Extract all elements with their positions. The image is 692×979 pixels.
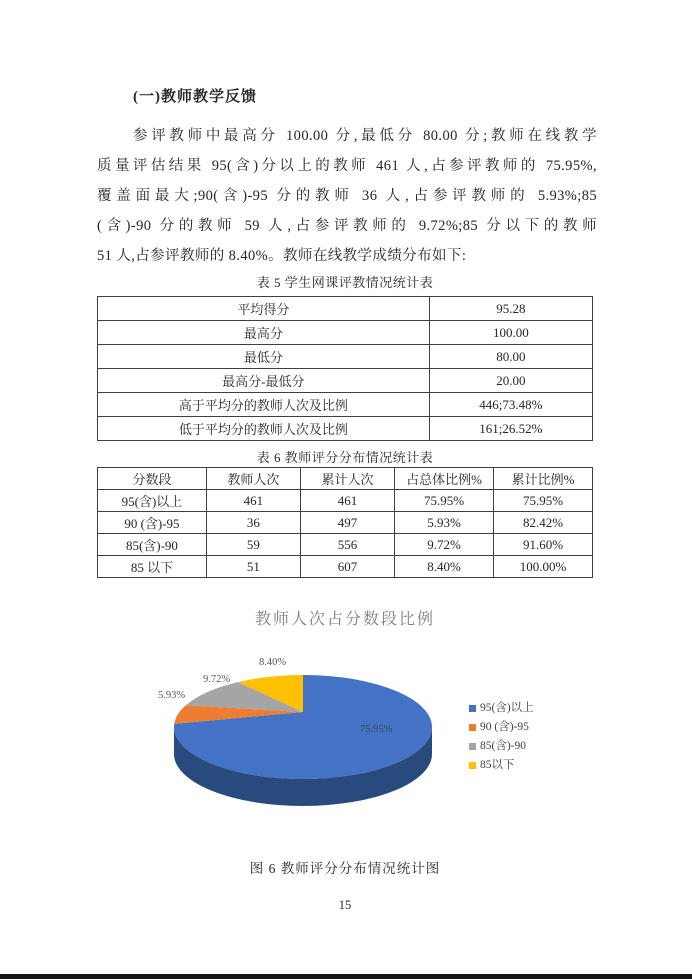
page-bottom-edge bbox=[0, 974, 692, 979]
table-header-cell: 占总体比例% bbox=[394, 468, 493, 490]
table-cell: 59 bbox=[206, 534, 300, 556]
table-row bbox=[98, 297, 593, 321]
table-cell: 8.40% bbox=[394, 556, 493, 578]
table6-body bbox=[98, 490, 593, 578]
table-row bbox=[98, 556, 593, 578]
table-cell: 最高分-最低分 bbox=[98, 369, 430, 393]
paragraph-line: (含)-90 分的教师 59 人,占参评教师的 9.72%;85 分以下的教师 bbox=[97, 218, 597, 234]
table-cell: 100.00% bbox=[493, 556, 592, 578]
table-row bbox=[98, 534, 593, 556]
page-number: 15 bbox=[338, 898, 352, 912]
table-cell: 20.00 bbox=[429, 369, 592, 393]
legend-label: 90 (含)-95 bbox=[480, 721, 529, 733]
table-cell: 90 (含)-95 bbox=[98, 512, 207, 534]
table-cell: 85(含)-90 bbox=[98, 534, 207, 556]
table-cell: 95(含)以上 bbox=[98, 490, 207, 512]
table-cell: 5.93% bbox=[394, 512, 493, 534]
pie-chart-area bbox=[97, 598, 593, 838]
legend-swatch-icon bbox=[469, 743, 476, 750]
legend-item bbox=[469, 721, 534, 733]
paragraph-line: 51 人,占参评教师的 8.40%。教师在线教学成绩分布如下: bbox=[97, 248, 467, 264]
figure-caption: 图 6 教师评分分布情况统计图 bbox=[249, 861, 441, 876]
section-heading: (一)教师教学反馈 bbox=[133, 89, 257, 105]
table-header-cell: 累计比例% bbox=[493, 468, 592, 490]
table-cell: 461 bbox=[300, 490, 394, 512]
legend-label: 85以下 bbox=[480, 759, 515, 771]
table5-caption: 表 5 学生网课评教情况统计表 bbox=[256, 275, 434, 290]
table-cell: 75.95% bbox=[394, 490, 493, 512]
table-cell: 446;73.48% bbox=[429, 393, 592, 417]
chart-legend bbox=[469, 702, 534, 771]
table-cell: 161;26.52% bbox=[429, 417, 592, 441]
table-cell: 平均得分 bbox=[98, 297, 430, 321]
table-cell: 低于平均分的教师人次及比例 bbox=[98, 417, 430, 441]
table-cell: 高于平均分的教师人次及比例 bbox=[98, 393, 430, 417]
paragraph-line: 参评教师中最高分 100.00 分,最低分 80.00 分;教师在线教学 bbox=[133, 128, 597, 144]
table6-caption: 表 6 教师评分分布情况统计表 bbox=[256, 450, 434, 465]
pie-label-90-95: 5.93% bbox=[158, 690, 186, 701]
table-cell: 95.28 bbox=[429, 297, 592, 321]
table-cell: 497 bbox=[300, 512, 394, 534]
table-row bbox=[98, 417, 593, 441]
legend-item bbox=[469, 740, 534, 752]
legend-label: 95(含)以上 bbox=[480, 702, 534, 714]
table-cell: 最低分 bbox=[98, 345, 430, 369]
table-cell: 461 bbox=[206, 490, 300, 512]
table-cell: 75.95% bbox=[493, 490, 592, 512]
table-cell: 556 bbox=[300, 534, 394, 556]
chart-title: 教师人次占分数段比例 bbox=[254, 611, 435, 628]
table-cell: 最高分 bbox=[98, 321, 430, 345]
table5-body bbox=[98, 297, 593, 441]
table-row bbox=[98, 393, 593, 417]
table-cell: 51 bbox=[206, 556, 300, 578]
legend-swatch-icon bbox=[469, 724, 476, 731]
legend-swatch-icon bbox=[469, 705, 476, 712]
table-cell: 80.00 bbox=[429, 345, 592, 369]
legend-item bbox=[469, 702, 534, 714]
table-row bbox=[98, 490, 593, 512]
table-cell: 85 以下 bbox=[98, 556, 207, 578]
table-cell: 607 bbox=[300, 556, 394, 578]
table-header-cell: 教师人次 bbox=[206, 468, 300, 490]
paragraph-line: 覆盖面最大;90(含)-95 分的教师 36 人,占参评教师的 5.93%;85 bbox=[97, 188, 597, 204]
table-cell: 9.72% bbox=[394, 534, 493, 556]
table-cell: 100.00 bbox=[429, 321, 592, 345]
table6-header-row bbox=[98, 468, 593, 490]
legend-swatch-icon bbox=[469, 762, 476, 769]
table-header-cell: 累计人次 bbox=[300, 468, 394, 490]
table-row bbox=[98, 369, 593, 393]
paragraph-line: 质量评估结果 95(含)分以上的教师 461 人,占参评教师的 75.95%, bbox=[97, 158, 597, 174]
pie-label-85-90: 9.72% bbox=[203, 674, 231, 685]
body-paragraph bbox=[97, 121, 597, 271]
table5 bbox=[97, 296, 593, 441]
table-row bbox=[98, 321, 593, 345]
legend-item bbox=[469, 759, 534, 771]
table6 bbox=[97, 467, 593, 578]
table-cell: 91.60% bbox=[493, 534, 592, 556]
pie-label-85-below: 8.40% bbox=[259, 657, 287, 668]
table-row bbox=[98, 345, 593, 369]
table-cell: 82.42% bbox=[493, 512, 592, 534]
legend-label: 85(含)-90 bbox=[480, 740, 526, 752]
pie-label-95-above: 75.95% bbox=[360, 724, 393, 735]
table-row bbox=[98, 512, 593, 534]
table-header-cell: 分数段 bbox=[98, 468, 207, 490]
table-cell: 36 bbox=[206, 512, 300, 534]
